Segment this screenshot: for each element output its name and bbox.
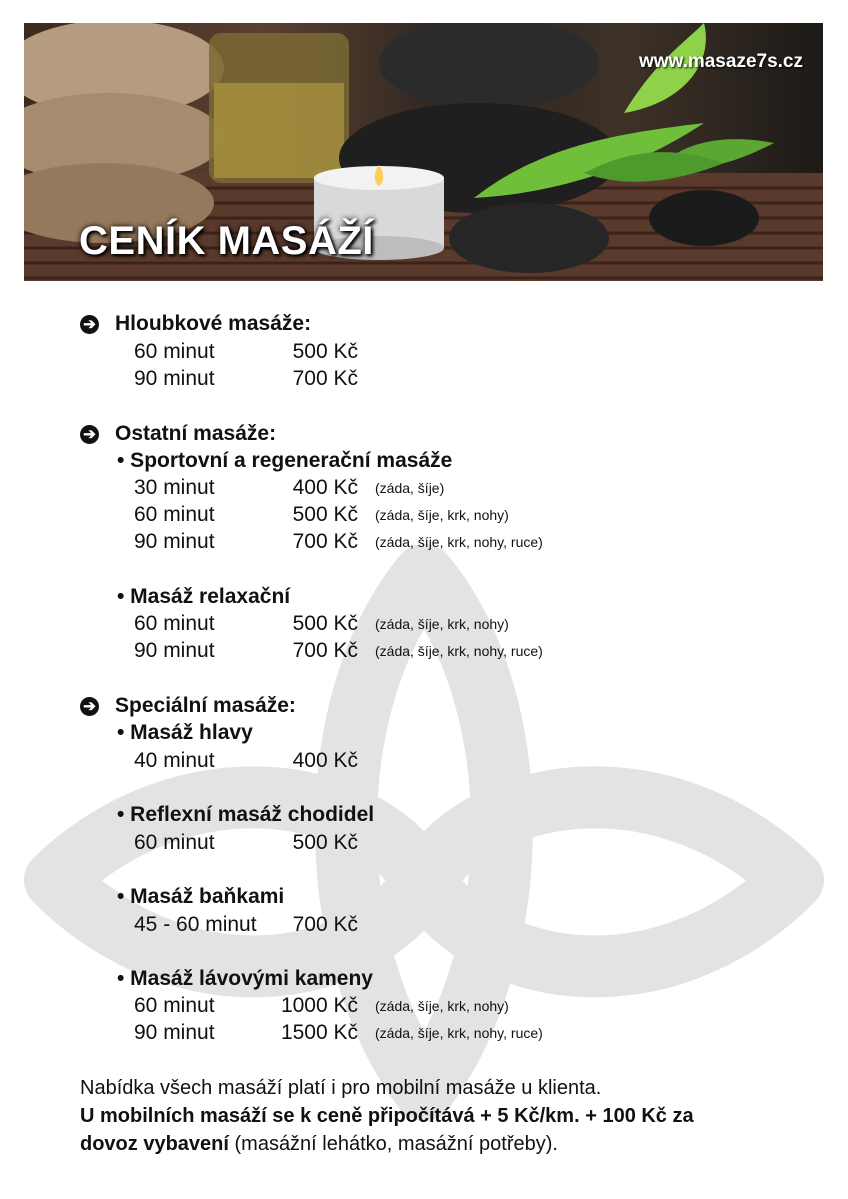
duration: 60 minut: [134, 831, 215, 854]
footer-line-3-rest: (masážní lehátko, masážní potřeby).: [228, 1133, 558, 1155]
note: (záda, šíje, krk, nohy): [375, 507, 509, 523]
note: (záda, šíje, krk, nohy, ruce): [375, 534, 543, 550]
price: 700 Kč: [292, 530, 358, 553]
group-title: • Reflexní masáž chodidel: [117, 803, 375, 826]
website-url: www.masaze7s.cz: [638, 51, 803, 72]
price: 500 Kč: [292, 340, 358, 363]
duration: 60 minut: [134, 503, 215, 526]
note: (záda, šíje, krk, nohy, ruce): [375, 1025, 543, 1041]
group-title: • Masáž relaxační: [117, 585, 291, 608]
section-deep-massage: [80, 312, 311, 336]
group-title: • Masáž hlavy: [117, 721, 253, 744]
duration: 40 minut: [134, 749, 215, 772]
group-title: • Masáž baňkami: [117, 885, 285, 908]
note: (záda, šíje, krk, nohy, ruce): [375, 643, 543, 659]
price: 700 Kč: [292, 639, 358, 662]
note: (záda, šíje, krk, nohy): [375, 998, 509, 1014]
duration: 60 minut: [134, 994, 215, 1017]
section-title: Ostatní masáže:: [115, 422, 277, 445]
price: 500 Kč: [292, 503, 358, 526]
price: 400 Kč: [292, 476, 358, 499]
footer-line-1: Nabídka všech masáží platí i pro mobilní masáže u klienta.: [80, 1077, 602, 1099]
duration: 60 minut: [134, 612, 215, 635]
footer-note: [80, 1074, 694, 1158]
section-other-massage: [80, 422, 276, 446]
price: 500 Kč: [292, 831, 358, 854]
price: 1000 Kč: [280, 994, 358, 1017]
footer-line-3-bold: dovoz vybavení: [80, 1133, 229, 1155]
arrow-right-circle-icon: ➔: [80, 315, 99, 334]
price: 1500 Kč: [280, 1021, 358, 1044]
price: 700 Kč: [292, 367, 358, 390]
arrow-right-circle-icon: ➔: [80, 697, 99, 716]
section-title: Hloubkové masáže:: [115, 312, 312, 335]
page-title: CENÍK MASÁŽÍ: [79, 219, 374, 263]
arrow-right-circle-icon: ➔: [80, 425, 99, 444]
section-title: Speciální masáže:: [115, 694, 296, 717]
duration: 90 minut: [134, 1021, 215, 1044]
note: (záda, šíje, krk, nohy): [375, 616, 509, 632]
section-special-massage: [80, 694, 296, 718]
price: 500 Kč: [292, 612, 358, 635]
group-title: • Sportovní a regenerační masáže: [117, 449, 453, 472]
group-title: • Masáž lávovými kameny: [117, 967, 373, 990]
price: 700 Kč: [292, 913, 358, 936]
duration: 45 - 60 minut: [134, 913, 257, 936]
price: 400 Kč: [292, 749, 358, 772]
note: (záda, šíje): [375, 480, 445, 496]
duration: 60 minut: [134, 340, 215, 363]
duration: 90 minut: [134, 367, 215, 390]
duration: 90 minut: [134, 530, 215, 553]
duration: 90 minut: [134, 639, 215, 662]
duration: 30 minut: [134, 476, 215, 499]
footer-line-2: U mobilních masáží se k ceně připočítává + 5 Kč/km. + 100 Kč za: [80, 1105, 694, 1127]
